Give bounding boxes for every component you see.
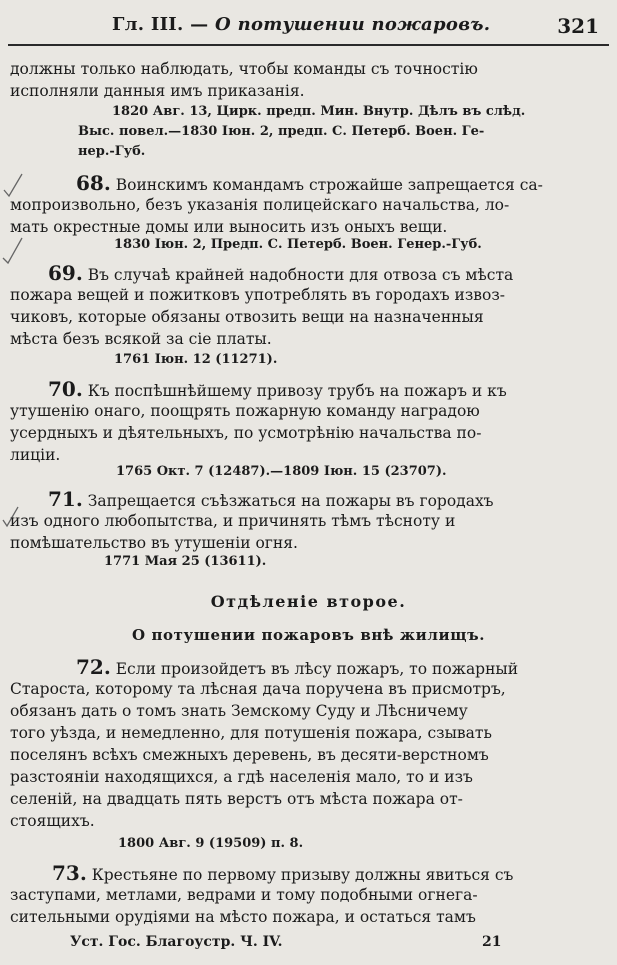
text-line: исполняли данныя имъ приказанія.	[10, 82, 305, 100]
article-72	[10, 656, 610, 832]
section-heading: Отдѣленіе второе.	[210, 592, 407, 611]
footer-sheet-number: 21	[482, 934, 502, 950]
text-line: лиціи.	[10, 446, 61, 464]
text-line: заступами, метлами, ведрами и тому подобными огнега-	[10, 886, 478, 904]
page-footer	[0, 934, 617, 958]
text-line: мать окрестные домы или выносить изъ оныхъ вещи.	[10, 218, 448, 236]
article-69	[10, 262, 610, 350]
text-line: поселянъ всѣхъ смежныхъ деревень, въ десяти-верстномъ	[10, 746, 489, 764]
article-number: 68.	[76, 171, 111, 195]
article-73	[10, 862, 610, 928]
text-line: сительными орудіями на мѣсто пожара, и остаться тамъ	[10, 908, 476, 926]
text-line: мопроизвольно, безъ указанія полицейскаго начальства, ло-	[10, 196, 510, 214]
chapter-title: О потушении пожаровъ.	[215, 14, 491, 35]
source-citation: Выс. повел.—1830 Іюн. 2, предп. С. Петерб. Воен. Ге-	[78, 124, 485, 139]
chapter-heading	[112, 14, 490, 35]
running-header	[0, 14, 617, 44]
text-line: обязанъ дать о томъ знать Земскому Суду и Лѣсничему	[10, 702, 468, 720]
text-line: помѣшательство въ утушеніи огня.	[10, 534, 298, 552]
text-line: Крестьяне по первому призыву должны явиться съ	[91, 866, 514, 884]
text-line: должны только наблюдать, чтобы команды съ точностію	[10, 60, 478, 78]
text-line: Запрещается съѣзжаться на пожары въ городахъ	[87, 492, 494, 510]
article-68	[10, 172, 610, 238]
text-line: усердныхъ и дѣятельныхъ, по усмотрѣнію начальства по-	[10, 424, 482, 442]
page-number: 321	[557, 14, 599, 38]
source-citation: 1830 Іюн. 2, Предп. С. Петерб. Воен. Генер.-Губ.	[114, 237, 482, 252]
section-subheading: О потушении пожаровъ внѣ жилищъ.	[131, 626, 486, 644]
text-line: селеній, на двадцать пять верстъ отъ мѣста пожара от-	[10, 790, 463, 808]
text-line: Староста, которому та лѣсная дача поручена въ присмотръ,	[10, 680, 506, 698]
article-70	[10, 378, 610, 466]
source-citation: 1761 Іюн. 12 (11271).	[114, 352, 278, 367]
article-number: 71.	[48, 487, 83, 511]
footer-signature: Уст. Гос. Благоустр. Ч. IV.	[70, 934, 283, 950]
intro-paragraph	[10, 58, 610, 102]
text-line: того уѣзда, и немедленно, для потушенія пожара, сзывать	[10, 724, 492, 742]
chapter-label: Гл. III. —	[112, 14, 209, 35]
article-number: 69.	[48, 261, 83, 285]
header-rule	[8, 44, 609, 46]
text-line: утушенію онаго, поощрять пожарную команду наградою	[10, 402, 480, 420]
article-number: 73.	[52, 861, 87, 885]
text-line: Если произойдетъ въ лѣсу пожаръ, то пожарный	[115, 660, 519, 678]
source-citation: 1765 Окт. 7 (12487).—1809 Іюн. 15 (23707).	[116, 464, 447, 479]
article-number: 70.	[48, 377, 83, 401]
text-line: изъ одного любопытства, и причинять тѣмъ тѣсноту и	[10, 512, 456, 530]
text-line: Къ поспѣшнѣйшему привозу трубъ на пожаръ и къ	[87, 382, 507, 400]
article-71	[10, 488, 610, 554]
text-line: мѣста безъ всякой за сіе платы.	[10, 330, 272, 348]
article-number: 72.	[76, 655, 111, 679]
source-citation: нер.-Губ.	[78, 144, 146, 159]
source-citation: 1771 Мая 25 (13611).	[104, 554, 267, 569]
text-line: пожара вещей и пожитковъ употреблять въ городахъ извоз-	[10, 286, 506, 304]
text-line: разстояніи находящихся, а гдѣ населенія мало, то и изъ	[10, 768, 473, 786]
text-line: Въ случаѣ крайней надобности для отвоза съ мѣста	[87, 266, 514, 284]
text-line: чиковъ, которые обязаны отвозить вещи на назначенныя	[10, 308, 484, 326]
source-citation: 1820 Авг. 13, Цирк. предп. Мин. Внутр. Дѣлъ въ слѣд.	[112, 104, 526, 119]
text-line: стоящихъ.	[10, 812, 95, 830]
text-line: Воинскимъ командамъ строжайше запрещается са-	[115, 176, 543, 194]
source-citation: 1800 Авг. 9 (19509) п. 8.	[118, 836, 304, 851]
